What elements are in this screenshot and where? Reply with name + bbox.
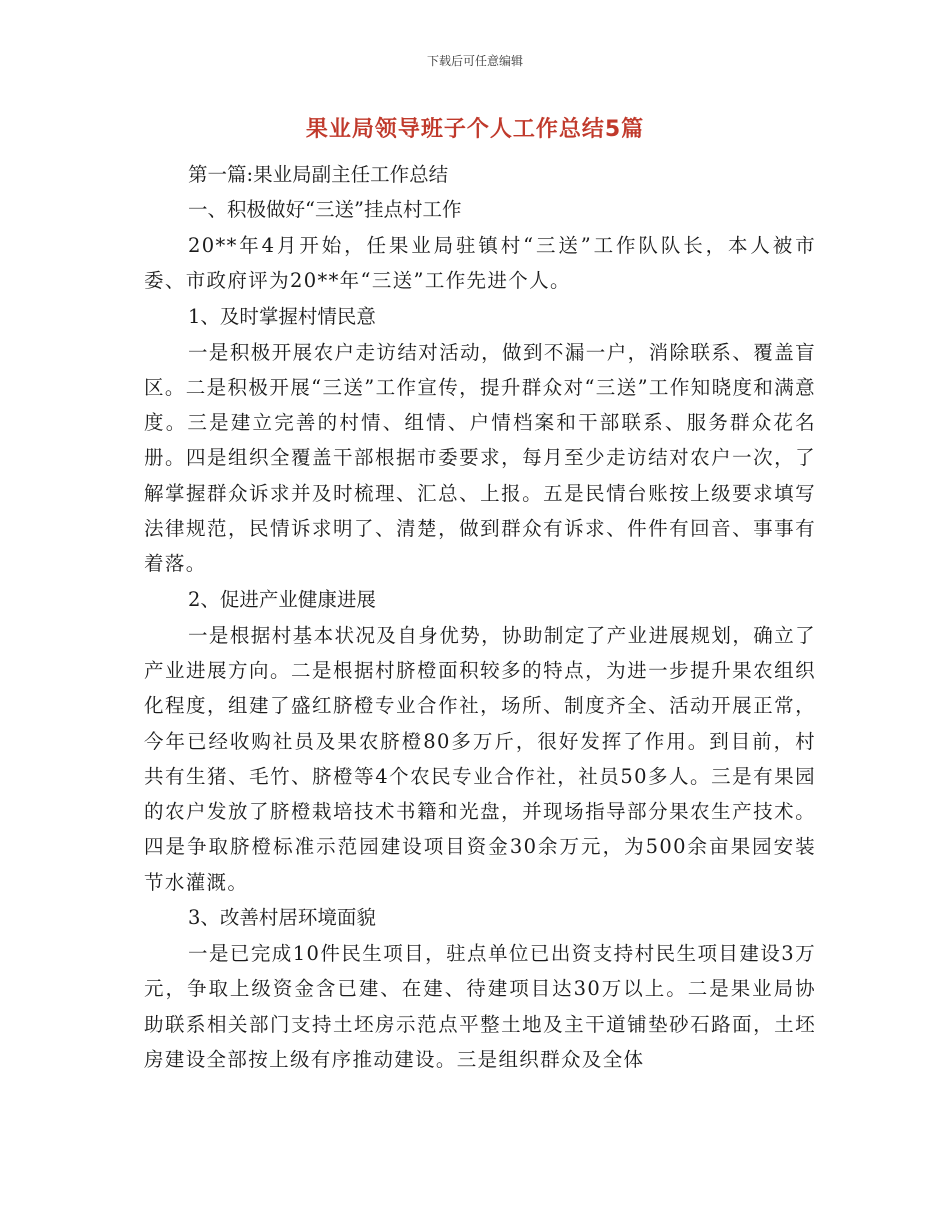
paragraph-3: 一是已完成10件民生项目，驻点单位已出资支持村民生项目建设3万元，争取上级资金含已建、在建、待建项目达30万以上。二是果业局协助联系相关部门支持土坯房示范点平整土地及主干道铺垫砂石路面，土坯房建设全部按上级有序推动建设。三是组织群众及全体: [144, 942, 816, 1071]
subsection-heading-1: 1、及时掌握村情民意: [188, 304, 376, 328]
paragraph-1: 一是积极开展农户走访结对活动，做到不漏一户，消除联系、覆盖盲区。二是积极开展“三送”工作宣传，提升群众对“三送”工作知晓度和满意度。三是建立完善的村情、组情、户情档案和干部联系、服务群众花名册。四是组织全覆盖干部根据市委要求，每月至少走访结对农户一次，了解掌握群众诉求并及时梳理、汇总、上报。五是民情台账按上级要求填写法律规范，民情诉求明了、清楚，做到群众有诉求、件件有回音、事事有着落。: [144, 340, 816, 576]
page-header-note: 下载后可任意编辑: [426, 54, 523, 68]
document-body: [144, 158, 816, 1078]
document-title: 果业局领导班子个人工作总结5篇: [305, 117, 645, 142]
subsection-heading-3: 3、改善村居环境面貌: [188, 906, 376, 930]
subsection-heading-2: 2、促进产业健康进展: [188, 587, 376, 611]
section-heading: 一、积极做好“三送”挂点村工作: [188, 198, 462, 221]
paragraph-2: 一是根据村基本状况及自身优势，协助制定了产业进展规划，确立了产业进展方向。二是根据村脐橙面积较多的特点，为进一步提升果农组织化程度，组建了盛红脐橙专业合作社，场所、制度齐全、活动开展正常，今年已经收购社员及果农脐橙80多万斤，很好发挥了作用。到目前，村共有生猪、毛竹、脐橙等4个农民专业合作社，社员50多人。三是有果园的农户发放了脐橙栽培技术书籍和光盘，并现场指导部分果农生产技术。四是争取脐橙标准示范园建设项目资金30余万元，为500余亩果园安装节水灌溉。: [144, 623, 816, 894]
intro-paragraph: 20**年4月开始，任果业局驻镇村“三送”工作队队长，本人被市委、市政府评为20**年“三送”工作先进个人。: [144, 234, 816, 293]
part-title: 第一篇:果业局副主任工作总结: [188, 163, 449, 186]
